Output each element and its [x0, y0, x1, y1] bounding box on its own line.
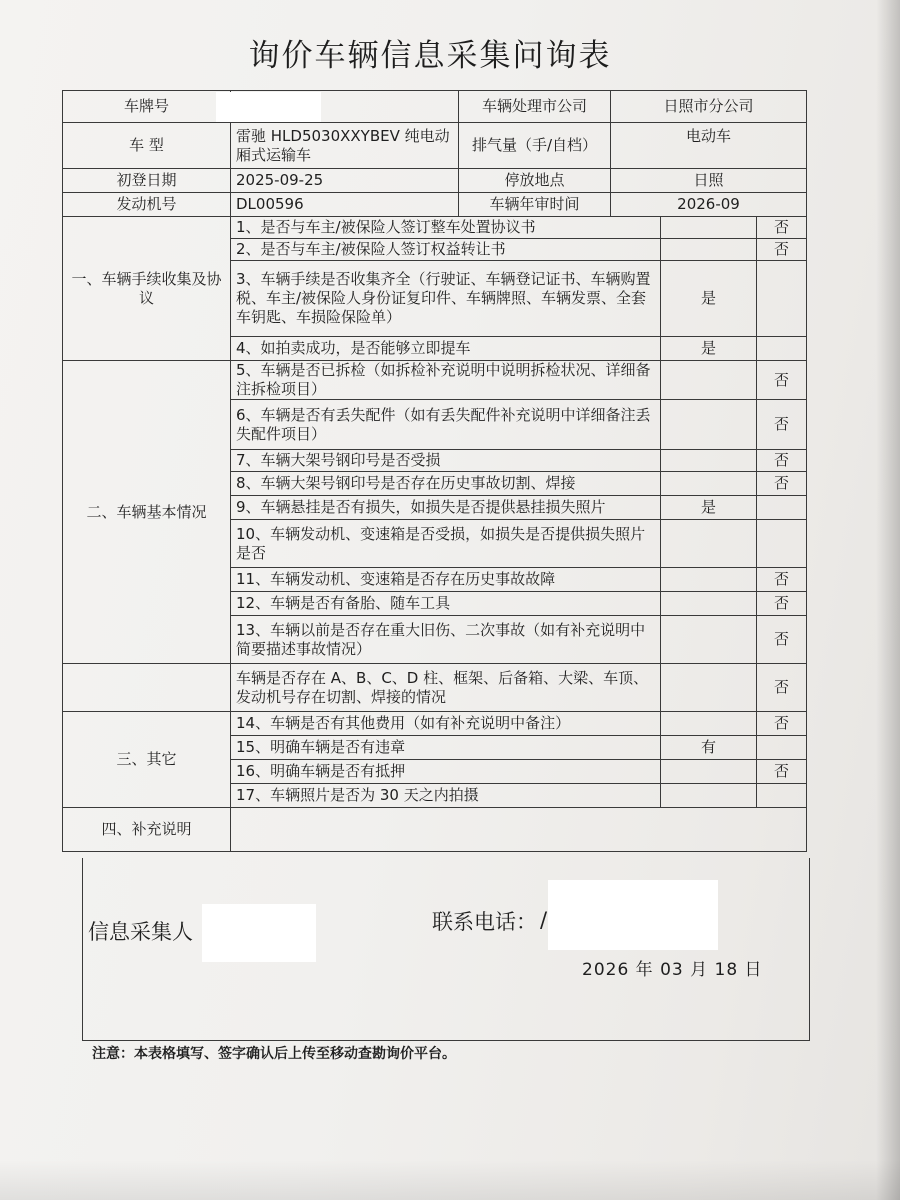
answer-no[interactable]: 否 [757, 400, 807, 450]
inspection-label: 车辆年审时间 [459, 193, 611, 217]
branch-value[interactable]: 日照市分公司 [611, 91, 807, 123]
table-row [63, 712, 807, 736]
paper-bottom-shadow [0, 1160, 900, 1200]
question-text: 12、车辆是否有备胎、随车工具 [231, 592, 661, 616]
question-text: 10、车辆发动机、变速箱是否受损，如损失是否提供损失照片是否 [231, 520, 661, 568]
question-text: 3、车辆手续是否收集齐全（行驶证、车辆登记证书、车辆购置税、车主/被保险人身份证复印件、车辆牌照、车辆发票、全套车钥匙、车损险保险单） [231, 261, 661, 337]
answer-no[interactable] [757, 736, 807, 760]
answer-yes[interactable] [661, 217, 757, 239]
answer-no[interactable] [757, 496, 807, 520]
answer-no[interactable]: 否 [757, 664, 807, 712]
answer-yes[interactable] [661, 712, 757, 736]
answer-no[interactable] [757, 520, 807, 568]
header-row-model [63, 123, 807, 169]
phone-number-redacted[interactable] [548, 880, 718, 950]
answer-no[interactable] [757, 784, 807, 808]
reg-date-value[interactable]: 2025-09-25 [231, 169, 459, 193]
answer-yes[interactable] [661, 520, 757, 568]
question-text: 7、车辆大架号钢印号是否受损 [231, 450, 661, 472]
answer-no[interactable] [757, 261, 807, 337]
question-text: 4、如拍卖成功，是否能够立即提车 [231, 337, 661, 361]
form-title: 询价车辆信息采集问询表 [248, 38, 612, 74]
answer-no[interactable]: 否 [757, 239, 807, 261]
answer-yes[interactable]: 是 [661, 261, 757, 337]
answer-yes[interactable] [661, 784, 757, 808]
engine-label: 发动机号 [63, 193, 231, 217]
answer-yes[interactable] [661, 568, 757, 592]
model-label: 车 型 [63, 123, 231, 169]
question-text: 1、是否与车主/被保险人签订整车处置协议书 [231, 217, 661, 239]
answer-yes[interactable] [661, 400, 757, 450]
answer-yes[interactable] [661, 450, 757, 472]
answer-yes[interactable] [661, 760, 757, 784]
answer-yes[interactable]: 是 [661, 337, 757, 361]
question-text: 17、车辆照片是否为 30 天之内拍摄 [231, 784, 661, 808]
answer-yes[interactable] [661, 472, 757, 496]
header-row-regdate [63, 169, 807, 193]
plate-label: 车牌号 [63, 91, 231, 123]
displacement-label: 排气量（手/自档） [459, 123, 611, 169]
footer-note: 注意：本表格填写、签字确认后上传至移动查勘询价平台。 [92, 1046, 456, 1062]
answer-no[interactable]: 否 [757, 592, 807, 616]
phone-label: 联系电话： [432, 910, 537, 934]
branch-label: 车辆处理市公司 [459, 91, 611, 123]
model-value[interactable]: 雷驰 HLD5030XXYBEV 纯电动厢式运输车 [231, 123, 459, 169]
plate-value-cell[interactable] [231, 91, 459, 123]
signature-date: 2026 年 03 月 18 日 [582, 960, 763, 980]
section-blank-label [63, 664, 231, 712]
table-row [63, 361, 807, 400]
section-1-label: 一、车辆手续收集及协议 [63, 217, 231, 361]
answer-no[interactable]: 否 [757, 712, 807, 736]
section-3-label: 三、其它 [63, 712, 231, 808]
question-text: 6、车辆是否有丢失配件（如有丢失配件补充说明中详细备注丢失配件项目） [231, 400, 661, 450]
reg-date-label: 初登日期 [63, 169, 231, 193]
question-text: 16、明确车辆是否有抵押 [231, 760, 661, 784]
parking-value[interactable]: 日照 [611, 169, 807, 193]
answer-yes[interactable] [661, 616, 757, 664]
answer-no[interactable]: 否 [757, 616, 807, 664]
answer-yes[interactable]: 有 [661, 736, 757, 760]
question-text: 9、车辆悬挂是否有损失，如损失是否提供悬挂损失照片 [231, 496, 661, 520]
phone-slash: / [540, 908, 548, 932]
answer-no[interactable]: 否 [757, 361, 807, 400]
question-text: 车辆是否存在 A、B、C、D 柱、框架、后备箱、大梁、车顶、发动机号存在切割、焊接的情况 [231, 664, 661, 712]
section-2-label: 二、车辆基本情况 [63, 361, 231, 664]
answer-yes[interactable] [661, 592, 757, 616]
parking-label: 停放地点 [459, 169, 611, 193]
answer-no[interactable] [757, 337, 807, 361]
answer-no[interactable]: 否 [757, 568, 807, 592]
displacement-value[interactable]: 电动车 [611, 123, 807, 169]
supplement-notes-field[interactable] [231, 808, 807, 852]
collector-name-redacted[interactable] [202, 904, 316, 962]
table-row [63, 664, 807, 712]
answer-yes[interactable] [661, 664, 757, 712]
answer-yes[interactable] [661, 239, 757, 261]
question-text: 8、车辆大架号钢印号是否存在历史事故切割、焊接 [231, 472, 661, 496]
engine-value[interactable]: DL00596 [231, 193, 459, 217]
answer-yes[interactable]: 是 [661, 496, 757, 520]
question-text: 15、明确车辆是否有违章 [231, 736, 661, 760]
header-row-engine [63, 193, 807, 217]
answer-no[interactable]: 否 [757, 450, 807, 472]
question-text: 5、车辆是否已拆检（如拆检补充说明中说明拆检状况、详细备注拆检项目） [231, 361, 661, 400]
answer-no[interactable]: 否 [757, 760, 807, 784]
section-4-label: 四、补充说明 [63, 808, 231, 852]
question-text: 2、是否与车主/被保险人签订权益转让书 [231, 239, 661, 261]
answer-yes[interactable] [661, 361, 757, 400]
answer-no[interactable]: 否 [757, 472, 807, 496]
paper-edge-shadow [876, 0, 900, 1200]
table-row-supplement [63, 808, 807, 852]
collector-label: 信息采集人 [88, 920, 193, 944]
header-row-plate [63, 91, 807, 123]
question-text: 11、车辆发动机、变速箱是否存在历史事故故障 [231, 568, 661, 592]
inquiry-form-table [62, 90, 807, 852]
answer-no[interactable]: 否 [757, 217, 807, 239]
plate-value-redacted [216, 92, 321, 122]
question-text: 13、车辆以前是否存在重大旧伤、二次事故（如有补充说明中简要描述事故情况） [231, 616, 661, 664]
table-row [63, 217, 807, 239]
question-text: 14、车辆是否有其他费用（如有补充说明中备注） [231, 712, 661, 736]
inspection-value[interactable]: 2026-09 [611, 193, 807, 217]
